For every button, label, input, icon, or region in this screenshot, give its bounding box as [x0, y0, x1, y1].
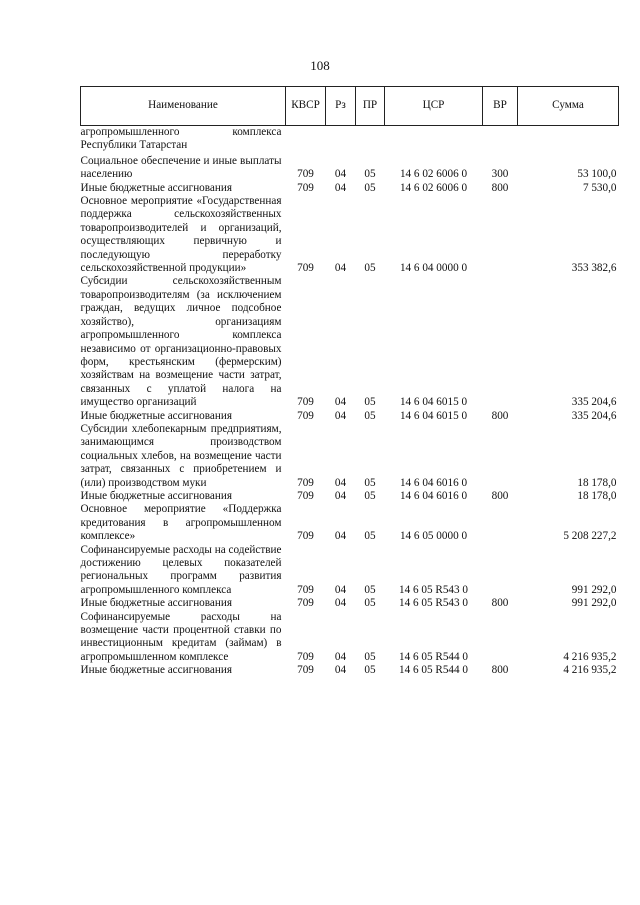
row-sum: 335 204,6 [571, 396, 617, 409]
row-pr: 05 [364, 181, 376, 194]
row-kvsr: 709 [297, 181, 314, 194]
row-sum: 991 292,0 [571, 597, 617, 610]
table-row [81, 664, 619, 677]
table-header [81, 87, 619, 126]
row-rz: 04 [334, 396, 347, 409]
row-pr: 05 [364, 530, 376, 543]
row-sum: 4 216 935,2 [563, 650, 617, 663]
row-rz: 04 [334, 476, 347, 489]
table-body [81, 126, 619, 678]
table-row [81, 490, 619, 503]
row-sum [518, 126, 619, 153]
row-vr [483, 544, 518, 598]
row-name: Субсидии сельскохозяйственным товаропроизводителям (за исключением граждан, ведущих личное подсобное хозяйство), организациям агропромышленного комплекса независимо от организационно-правовых форм, крестьянским (фермерским) хозяйствам на возмещение части затрат, связанных с уплатой налога на имущество организаций [80, 275, 282, 409]
row-vr: 800 [491, 664, 509, 677]
table-row [81, 126, 619, 153]
row-name: Субсидии хлебопекарным предприятиям, занимающимся производством социальных хлебов, на возмещение части затрат, связанных с приобретением и (или) производством муки [80, 422, 282, 489]
row-name: Основное мероприятие «Поддержка кредитования в агропромышленном комплексе» [80, 503, 282, 543]
row-csr: 14 6 04 6016 0 [399, 489, 468, 502]
table-row [81, 503, 619, 543]
header-csr: ЦСР [385, 87, 483, 126]
row-sum: 353 382,6 [571, 262, 617, 275]
row-rz: 04 [334, 262, 347, 275]
row-csr: 14 6 04 0000 0 [399, 262, 468, 275]
table-row [81, 611, 619, 665]
row-name: Основное мероприятие «Государственная поддержка сельскохозяйственных товаропроизводителей и организаций, осуществляющих первичную и последующую переработку сельскохозяйственной продукции» [80, 195, 282, 275]
row-vr: 800 [491, 181, 509, 194]
budget-table [80, 86, 619, 678]
row-sum: 53 100,0 [577, 168, 617, 181]
header-kvsr: КВСР [286, 87, 326, 126]
row-sum: 335 204,6 [571, 409, 617, 422]
row-pr: 05 [364, 597, 376, 610]
row-csr: 14 6 05 R543 0 [399, 597, 468, 610]
row-csr: 14 6 02 6006 0 [399, 181, 468, 194]
header-vr: ВР [483, 87, 518, 126]
header-pr: ПР [356, 87, 385, 126]
row-sum: 4 216 935,2 [563, 664, 617, 677]
row-kvsr: 709 [297, 597, 314, 610]
row-name: агропромышленного комплекса Республики Татарстан [80, 126, 282, 152]
row-pr [356, 126, 385, 153]
row-csr [385, 126, 483, 153]
row-vr: 800 [491, 409, 509, 422]
row-kvsr: 709 [297, 476, 314, 489]
row-rz: 04 [334, 489, 347, 502]
table-row [81, 153, 619, 182]
row-sum: 18 178,0 [577, 476, 617, 489]
header-rz: Рз [326, 87, 356, 126]
table-row [81, 597, 619, 610]
row-name: Иные бюджетные ассигнования [80, 597, 232, 610]
row-vr: 800 [491, 597, 509, 610]
table-row [81, 544, 619, 598]
row-csr: 14 6 05 R544 0 [399, 664, 468, 677]
row-csr: 14 6 04 6016 0 [399, 476, 468, 489]
row-vr [483, 275, 518, 409]
row-pr: 05 [364, 409, 376, 422]
row-name: Иные бюджетные ассигнования [80, 181, 232, 194]
row-name: Софинансируемые расходы на содействие достижению целевых показателей региональных программ развития агропромышленного комплекса [80, 543, 282, 596]
row-csr: 14 6 05 0000 0 [399, 530, 468, 543]
row-name: Иные бюджетные ассигнования [80, 489, 232, 502]
row-csr: 14 6 04 6015 0 [399, 396, 468, 409]
table-row [81, 423, 619, 490]
header-name: Наименование [81, 87, 286, 126]
row-rz: 04 [334, 530, 347, 543]
row-pr: 05 [364, 664, 376, 677]
row-vr [483, 503, 518, 543]
row-csr: 14 6 04 6015 0 [399, 409, 468, 422]
row-pr: 05 [364, 583, 376, 596]
row-rz: 04 [334, 664, 347, 677]
row-kvsr: 709 [297, 262, 314, 275]
row-rz [326, 126, 356, 153]
row-kvsr [286, 126, 326, 153]
row-rz: 04 [334, 597, 347, 610]
row-pr: 05 [364, 168, 376, 181]
row-kvsr: 709 [297, 168, 314, 181]
row-vr: 300 [491, 168, 509, 181]
row-name: Иные бюджетные ассигнования [80, 409, 232, 422]
row-pr: 05 [364, 650, 376, 663]
row-sum: 18 178,0 [577, 489, 617, 502]
row-rz: 04 [334, 409, 347, 422]
row-name: Софинансируемые расходы на возмещение части процентной ставки по инвестиционным кредитам (займам) в агропромышленном комплексе [80, 610, 282, 663]
page-number: 108 [310, 58, 330, 73]
row-pr: 05 [364, 476, 376, 489]
header-sum: Сумма [518, 87, 619, 126]
table-row [81, 195, 619, 275]
row-rz: 04 [334, 583, 347, 596]
row-kvsr: 709 [297, 396, 314, 409]
table-row [81, 410, 619, 423]
row-csr: 14 6 05 R543 0 [399, 583, 468, 596]
row-vr [483, 195, 518, 275]
row-vr: 800 [491, 489, 509, 502]
row-kvsr: 709 [297, 409, 314, 422]
row-kvsr: 709 [297, 583, 314, 596]
row-rz: 04 [334, 168, 347, 181]
row-sum: 991 292,0 [571, 583, 617, 596]
row-csr: 14 6 05 R544 0 [399, 650, 468, 663]
row-pr: 05 [364, 489, 376, 502]
row-sum: 5 208 227,2 [563, 530, 617, 543]
row-kvsr: 709 [297, 489, 314, 502]
row-kvsr: 709 [297, 530, 314, 543]
row-vr [483, 423, 518, 490]
row-sum: 7 530,0 [582, 181, 617, 194]
row-rz: 04 [334, 181, 347, 194]
row-pr: 05 [364, 262, 376, 275]
row-kvsr: 709 [297, 664, 314, 677]
row-csr: 14 6 02 6006 0 [399, 168, 468, 181]
row-pr: 05 [364, 396, 376, 409]
row-vr [483, 611, 518, 665]
row-rz: 04 [334, 650, 347, 663]
table-row [81, 275, 619, 409]
row-name: Социальное обеспечение и иные выплаты населению [80, 154, 282, 181]
table-row [81, 182, 619, 195]
row-name: Иные бюджетные ассигнования [80, 664, 232, 677]
row-vr [483, 126, 518, 153]
row-kvsr: 709 [297, 650, 314, 663]
